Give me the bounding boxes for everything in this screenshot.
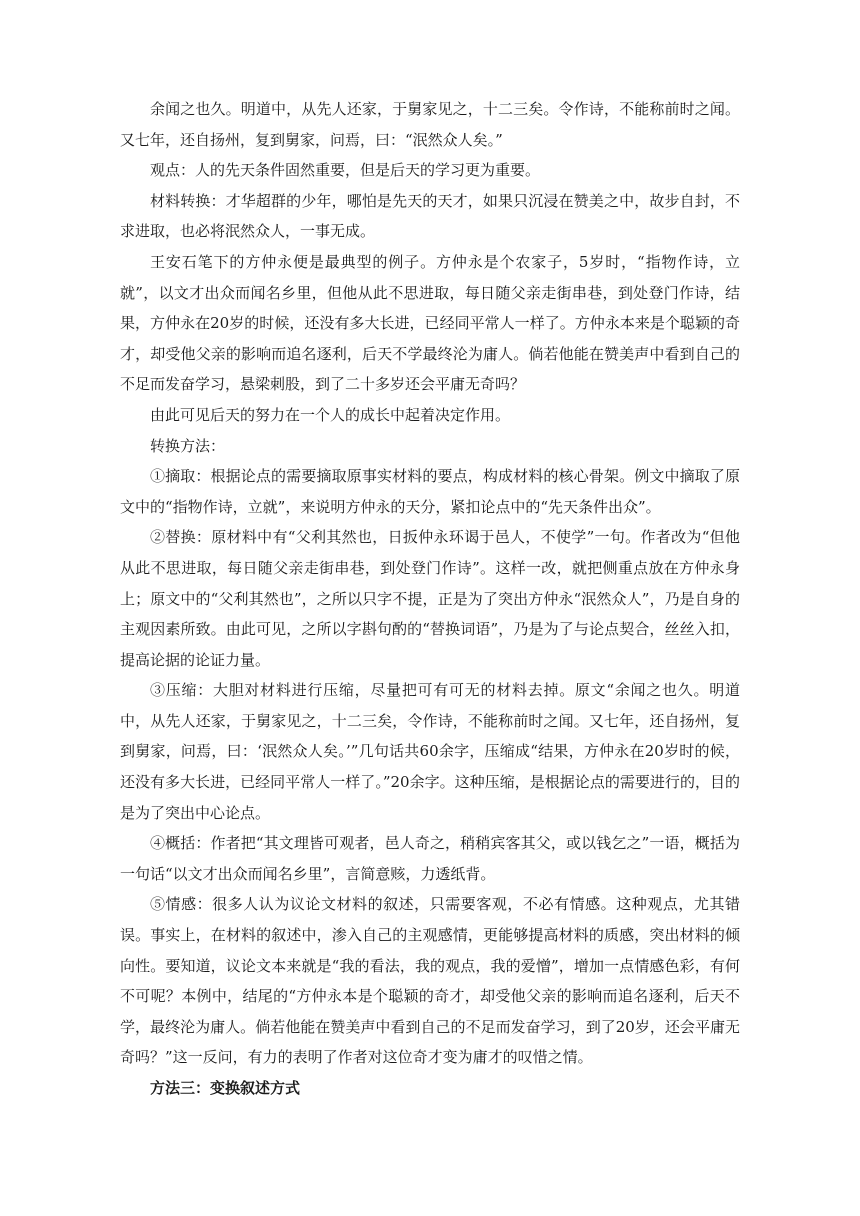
viewpoint-paragraph: 观点：人的先天条件固然重要，但是后天的学习更为重要。 [150,161,541,180]
quoted-source-paragraph: 余闻之也久。明道中，从先人还家，于舅家见之，十二三矣。令作诗，不能称前时之闻。又七年，还自扬州，复到舅家，问焉，曰：“泯然众人矣。” [120,100,740,149]
example-paragraph: 王安石笔下的方仲永便是最典型的例子。方仲永是个农家子，5岁时，“指物作诗，立就”，以文才出众而闻名乡里，但他从此不思进取，每日随父亲走街串巷，到处登门作诗，结果，方仲永在20岁的时候，还没有多大长进，已经同平常人一样了。方仲永本来是个聪颖的奇才，却受他父亲的影响而追名逐利，后天不学最终沦为庸人。倘若他能在赞美声中看到自己的不足而发奋学习，悬梁刺股，到了二十多岁还会平庸无奇吗？ [120,252,740,394]
conclusion-paragraph: 由此可见后天的努力在一个人的成长中起着决定作用。 [150,405,511,424]
method-emotion-paragraph: ⑤情感：很多人认为议论文材料的叙述，只需要客观，不必有情感。这种观点，尤其错误。事实上，在材料的叙述中，渗入自己的主观感情，更能够提高材料的质感，突出材料的倾向性。要知道，议论文本来就是“我的看法，我的观点，我的爱憎”，增加一点情感色彩，有何不可呢？本例中，结尾的“方仲永本是个聪颖的奇才，却受他父亲的影响而追名逐利，后天不学，最终沦为庸人。倘若他能在赞美声中看到自己的不足而发奋学习，到了20岁，还会平庸无奇吗？”这一反问，有力的表明了作者对这位奇才变为庸才的叹惜之情。 [120,895,740,1067]
material-conversion-paragraph: 材料转换：才华超群的少年，哪怕是先天的天才，如果只沉浸在赞美之中，故步自封，不求进取，也必将泯然众人，一事无成。 [120,191,740,241]
conversion-methods-label: 转换方法： [150,436,226,455]
method-extract-paragraph: ①摘取：根据论点的需要摘取原事实材料的要点，构成材料的核心骨架。例文中摘取了原文中的“指物作诗，立就”，来说明方仲永的天分，紧扣论点中的“先天条件出众”。 [120,467,740,516]
method-compress-paragraph: ③压缩：大胆对材料进行压缩，尽量把可有可无的材料去掉。原文“余闻之也久。明道中，从先人还家，于舅家见之，十二三矣，令作诗，不能称前时之闻。又七年，还自扬州，复到舅家，问焉，曰：‘泯然众人矣。’”几句话共60余字，压缩成“结果，方仲永在20岁时的候，还没有多大长进，已经同平常人一样了。”20余字。这种压缩，是根据论点的需要进行的，目的是为了突出中心论点。 [120,681,740,822]
method-replace-paragraph: ②替换：原材料中有“父利其然也，日扳仲永环谒于邑人，不使学”一句。作者改为“但他从此不思进取，每日随父亲走街串巷，到处登门作诗”。这样一改，就把侧重点放在方仲永身上；原文中的“父利其然也”，之所以只字不提，正是为了突出方仲永“泯然众人”，乃是自身的主观因素所致。由此可见，之所以字斟句酌的“替换词语”，乃是为了与论点契合，丝丝入扣，提高论据的论证力量。 [120,528,740,669]
section-heading: 方法三：变换叙述方式 [150,1079,301,1097]
method-summarize-paragraph: ④概括：作者把“其文理皆可观者，邑人奇之，稍稍宾客其父，或以钱乞之”一语，概括为一句话“以文才出众而闻名乡里”，言简意赅，力透纸背。 [120,834,740,883]
document-page [120,94,740,1104]
